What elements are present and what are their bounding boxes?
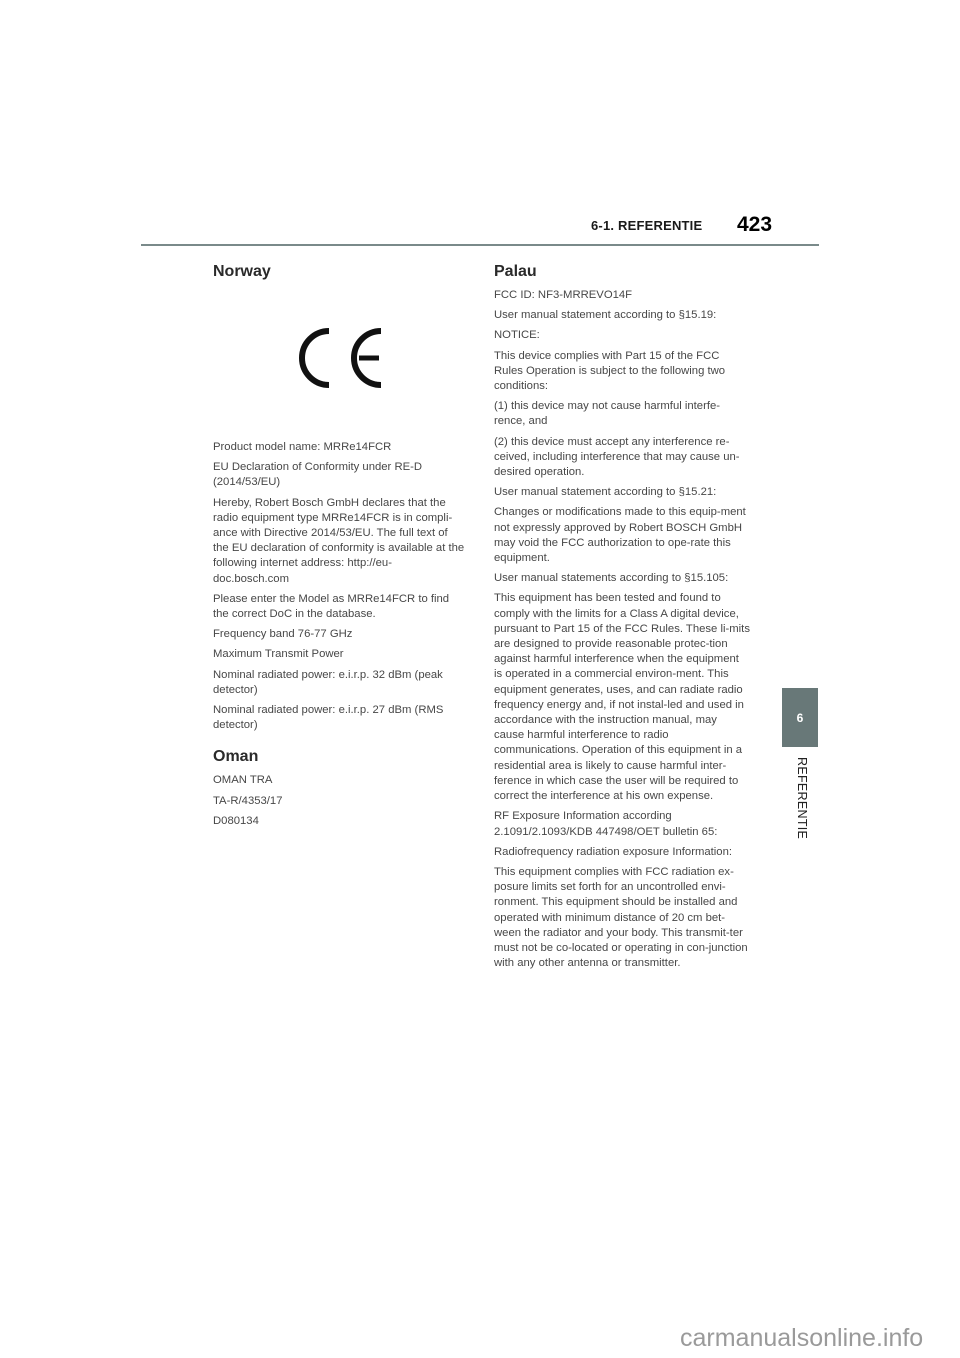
palau-compliance-text: This device complies with Part 15 of the FCC Rules Operation is subject to the following two conditions:	[494, 349, 726, 393]
palau-fcc-id: FCC ID: NF3-MRREVO14F	[494, 289, 633, 301]
norway-frequency-band: Frequency band 76-77 GHz	[213, 628, 353, 641]
norway-model-name: Product model name: MRRe14FCR	[213, 441, 392, 453]
oman-authority: OMAN TRA	[213, 774, 273, 787]
page-number: 423	[737, 213, 773, 236]
norway-declaration-title: EU Declaration of Conformity under RE-D (2014/53/EU)	[213, 461, 423, 489]
palau-statement-15-105: User manual statements according to §15.105:	[494, 572, 729, 585]
palau-rf-exposure-text: This equipment complies with FCC radiation ex-posure limits set forth for an uncontrolled envi-ronment. This equipment should be installed and operated with minimum distance of 20 cm bet-ween the radiator and your body. This transmit-ter must not be co-located or operating in con-junction with any other antenna or transmitter.	[494, 865, 748, 970]
norway-declaration-text: Hereby, Robert Bosch GmbH declares that the radio equipment type MRRe14FCR is in compli-ance with Directive 2014/53/EU. The full text of the EU declaration of conformity is available at the following internet address: http://eu-doc.bosch.com	[213, 496, 465, 585]
section-title: 6-1. REFERENTIE	[591, 218, 703, 233]
palau-statement-15-21: User manual statement according to §15.21:	[494, 486, 717, 499]
palau-rf-exposure-subtitle: Radiofrequency radiation exposure Information:	[494, 845, 733, 858]
left-column	[213, 262, 465, 834]
chapter-label	[786, 757, 816, 847]
norway-power-rms: Nominal radiated power: e.i.r.p. 27 dBm (RMS detector)	[213, 704, 444, 732]
watermark: carmanualsonline.info	[680, 1324, 924, 1352]
palau-rf-exposure-title: RF Exposure Information according 2.1091/2.1093/KDB 447498/OET bulletin 65:	[494, 810, 718, 838]
palau-statement-15-19: User manual statement according to §15.19:	[494, 309, 717, 322]
section-heading-palau: Palau	[494, 263, 537, 280]
ce-mark-icon	[295, 328, 383, 388]
header-divider	[141, 244, 819, 246]
chapter-tab[interactable]	[782, 688, 818, 747]
norway-max-power-label: Maximum Transmit Power	[213, 648, 344, 661]
oman-approval-number: TA-R/4353/17	[213, 794, 283, 807]
page-header	[141, 212, 819, 246]
section-heading-norway: Norway	[213, 263, 271, 280]
oman-dealer-number: D080134	[213, 814, 259, 827]
palau-condition-1: (1) this device may not cause harmful interfe-rence, and	[494, 400, 721, 428]
section-heading-oman: Oman	[213, 748, 259, 766]
norway-model-hint: Please enter the Model as MRRe14FCR to find the correct DoC in the database.	[213, 592, 450, 621]
chapter-number: 6	[796, 710, 804, 725]
ce-mark-icon	[213, 288, 465, 428]
norway-power-peak: Nominal radiated power: e.i.r.p. 32 dBm (peak detector)	[213, 668, 443, 696]
palau-condition-2: (2) this device must accept any interference re-ceived, including interference that may cause un-desired operation.	[494, 435, 740, 479]
right-column	[494, 262, 750, 976]
palau-class-a-text: This equipment has been tested and found to comply with the limits for a Class A digital device, pursuant to Part 15 of the FCC Rules. These li-mits are designed to provide reasonable protec-tion against harmful interference when the equipment is operated in a commercial environ-ment. This equipment generates, uses, and can radiate radio frequency energy and, if not instal-led and used in accordance with the instruction manual, may cause harmful interference to radio communications. Operation of this equipment in a residential area is likely to cause harmful inter-ference in which case the user will be required to correct the interference at his own expense.	[494, 592, 750, 803]
palau-notice: NOTICE:	[494, 329, 540, 342]
palau-modifications-text: Changes or modifications made to this equip-ment not expressly approved by Robert BOSCH GmbH may void the FCC authorization to ope-rate this equipment.	[494, 506, 746, 565]
chapter-label-text: REFERENTIE	[795, 757, 809, 840]
